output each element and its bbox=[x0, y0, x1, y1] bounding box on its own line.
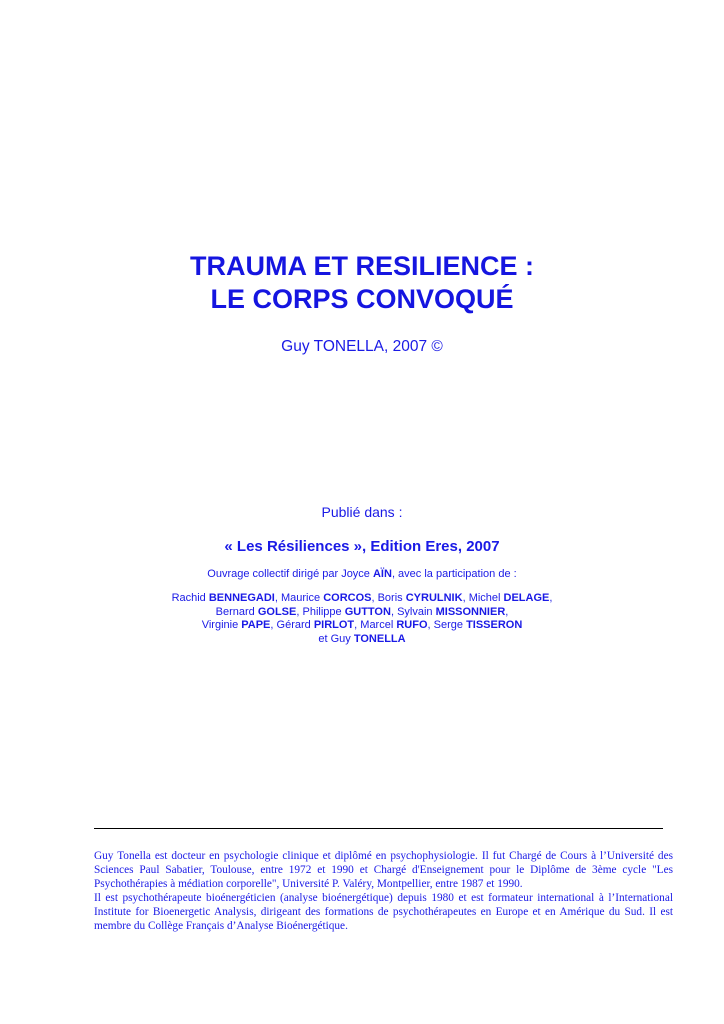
contributors-line-3 bbox=[0, 619, 724, 633]
contributor-first-name: Boris bbox=[377, 592, 406, 604]
footnote-paragraph-2: Il est psychothérapeute bioénergéticien (analyse bioénergétique) depuis 1980 et est formateur international à l’International Institute for Bioenergetic Analysis, dirigeant des formations de psychothérapeutes en Europe et en Amérique du Sud. Il est membre du Collège Français d’Analyse Bioénergétique. bbox=[94, 892, 673, 932]
contributor-first-name: Bernard bbox=[215, 605, 258, 618]
contributor-first-name: Michel bbox=[468, 592, 504, 604]
contributor-last-name: GOLSE bbox=[257, 605, 297, 618]
contributor-first-name: Rachid bbox=[171, 592, 209, 604]
contributors-line-4 bbox=[0, 633, 724, 647]
contributor-last-name: GUTTON bbox=[344, 605, 391, 618]
ouvrage-suffix: , avec la participation de : bbox=[391, 568, 517, 580]
author-line: Guy TONELLA, 2007 © bbox=[281, 338, 443, 355]
book-title: « Les Résiliences », Edition Eres, 2007 bbox=[224, 538, 500, 555]
ouvrage-prefix: Ouvrage collectif dirigé par Joyce bbox=[207, 568, 373, 580]
contributor-first-name: Marcel bbox=[360, 619, 397, 631]
contributor-last-name: PAPE bbox=[241, 619, 271, 631]
contributor-last-name: CORCOS bbox=[323, 592, 372, 604]
contributor-first-name: Virginie bbox=[201, 619, 242, 631]
contributor-last-name: BENNEGADI bbox=[208, 592, 275, 604]
contributor-first-name: Maurice bbox=[281, 592, 324, 604]
contributor-separator: , bbox=[549, 592, 553, 604]
author-biography-footnote bbox=[94, 849, 673, 933]
contributors-line-2 bbox=[0, 606, 724, 620]
contributor-separator: , bbox=[462, 592, 469, 604]
contributor-separator: , bbox=[390, 605, 398, 618]
published-label: Publié dans : bbox=[321, 504, 403, 520]
contributor-last-name: MISSONNIER bbox=[435, 605, 506, 618]
contributor-last-name: PIRLOT bbox=[313, 619, 355, 631]
document-title bbox=[0, 250, 724, 316]
contributor-first-name: Gérard bbox=[276, 619, 314, 631]
contributor-first-name: Serge bbox=[433, 619, 467, 631]
title-line-2: LE CORPS CONVOQUÉ bbox=[210, 284, 514, 314]
contributor-first-name: Sylvain bbox=[397, 605, 436, 618]
contributor-separator: , bbox=[274, 592, 281, 604]
contributor-last-name: RUFO bbox=[396, 619, 428, 631]
contributor-separator: , bbox=[296, 605, 303, 618]
contributor-separator: , bbox=[270, 619, 277, 631]
footnote-divider bbox=[94, 828, 663, 829]
contributor-last-name: TISSERON bbox=[466, 619, 523, 631]
title-line-1: TRAUMA ET RESILIENCE : bbox=[190, 251, 534, 281]
contributor-last-name: CYRULNIK bbox=[405, 592, 463, 604]
contributors-list bbox=[0, 592, 724, 646]
contributors-line-1 bbox=[0, 592, 724, 606]
contributor-last-name: TONELLA bbox=[353, 632, 406, 645]
contributor-last-name: DELAGE bbox=[503, 592, 550, 604]
contributor-separator: , bbox=[371, 592, 378, 604]
contributor-separator: , bbox=[427, 619, 434, 631]
contributor-first-name: Philippe bbox=[302, 605, 345, 618]
contributor-first-name: et Guy bbox=[318, 632, 354, 645]
contributor-separator: , bbox=[505, 605, 509, 618]
ouvrage-director: AÏN bbox=[372, 568, 392, 580]
contributor-separator: , bbox=[354, 619, 361, 631]
ouvrage-line bbox=[0, 568, 724, 580]
footnote-paragraph-1: Guy Tonella est docteur en psychologie clinique et diplômé en psychophysiologie. Il fut Chargé de Cours à l’Université des Sciences Paul Sabatier, Toulouse, entre 1972 et 1990 et Chargé d'Enseignement pour le Diplôme de 3ème cycle "Les Psychothérapies à médiation corporelle", Université P. Valéry, Montpellier, entre 1987 et 1990. bbox=[94, 850, 673, 890]
